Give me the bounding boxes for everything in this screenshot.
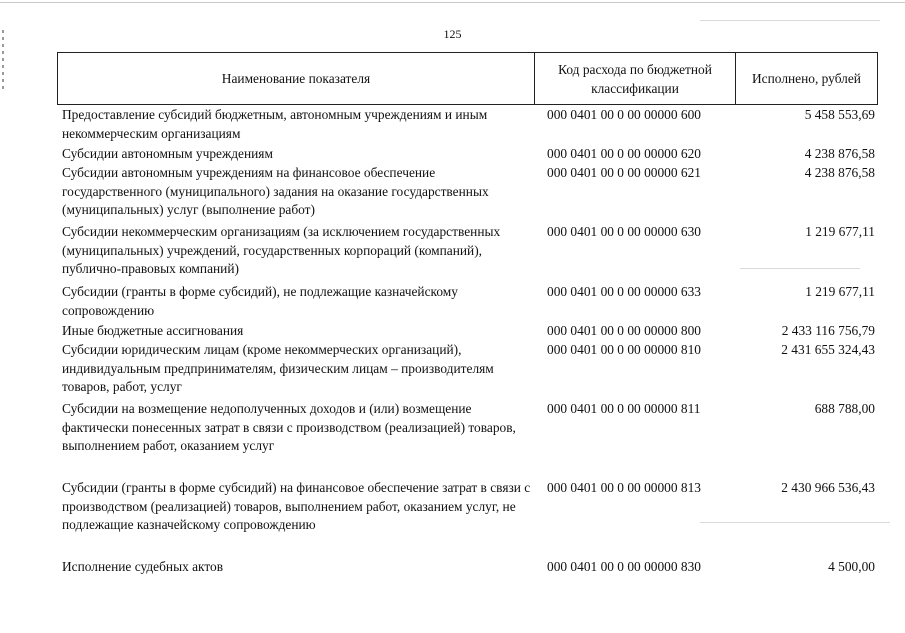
row-code: 000 0401 00 0 00 00000 633 [547,284,701,299]
header-name: Наименование показателя [58,53,535,104]
row-code: 000 0401 00 0 00 00000 621 [547,165,701,180]
row-name: Субсидии автономным учреждениям [62,146,273,161]
row-name: Субсидии на возмещение недополученных доходов и (или) возмещение фактически понесенных затрат в связи с производством (реализацией) товаров, выполнением работ, оказанием услуг [62,401,516,454]
row-amount: 688 788,00 [814,401,875,416]
row-name: Субсидии некоммерческим организациям (за исключением государственных (муниципальных) учреждений, государственных корпораций (компаний), публично-правовых компаний) [62,224,501,277]
row-code: 000 0401 00 0 00 00000 830 [547,559,701,574]
row-code: 000 0401 00 0 00 00000 811 [547,401,701,416]
row-code: 000 0401 00 0 00 00000 813 [547,480,701,495]
row-amount: 4 238 876,58 [804,146,875,161]
row-name: Субсидии юридическим лицам (кроме некоммерческих организаций), индивидуальным предпринимателям, физическим лицам – производителям товаров, работ, услуг [62,342,494,395]
row-name: Предоставление субсидий бюджетным, автономным учреждениям и иным некоммерческим организациям [62,107,488,141]
row-amount: 2 433 116 756,79 [781,323,875,338]
row-amount: 4 238 876,58 [804,165,875,180]
row-code: 000 0401 00 0 00 00000 620 [547,146,701,161]
row-code: 000 0401 00 0 00 00000 630 [547,224,701,239]
header-amount: Исполнено, рублей [752,71,861,86]
row-amount: 5 458 553,69 [804,107,875,122]
row-name: Субсидии автономным учреждениям на финансовое обеспечение государственного (муниципального) задания на оказание государственных (муниципальных) услуг (выполнение работ) [62,165,489,218]
table-header [57,52,878,105]
page-number: 125 [443,27,462,41]
scan-noise [700,522,890,523]
row-amount: 2 431 655 324,43 [781,342,875,357]
scan-noise [740,268,860,269]
row-name: Субсидии (гранты в форме субсидий), не подлежащие казначейскому сопровождению [62,284,458,318]
row-name: Субсидии (гранты в форме субсидий) на финансовое обеспечение затрат в связи с производством (реализацией) товаров, выполнением работ, оказанием услуг, не подлежащие казначейскому сопровождению [62,480,531,533]
row-amount: 4 500,00 [828,559,875,574]
row-name: Иные бюджетные ассигнования [62,323,244,338]
row-code: 000 0401 00 0 00 00000 600 [547,107,701,122]
scan-noise [700,20,880,21]
row-amount: 1 219 677,11 [805,284,875,299]
top-rule [0,2,905,3]
row-amount: 1 219 677,11 [805,224,875,239]
row-name: Исполнение судебных актов [62,559,224,574]
header-code: Код расхода по бюджетной классификации [535,53,736,104]
row-code: 000 0401 00 0 00 00000 800 [547,323,701,338]
row-code: 000 0401 00 0 00 00000 810 [547,342,701,357]
row-amount: 2 430 966 536,43 [781,480,875,495]
